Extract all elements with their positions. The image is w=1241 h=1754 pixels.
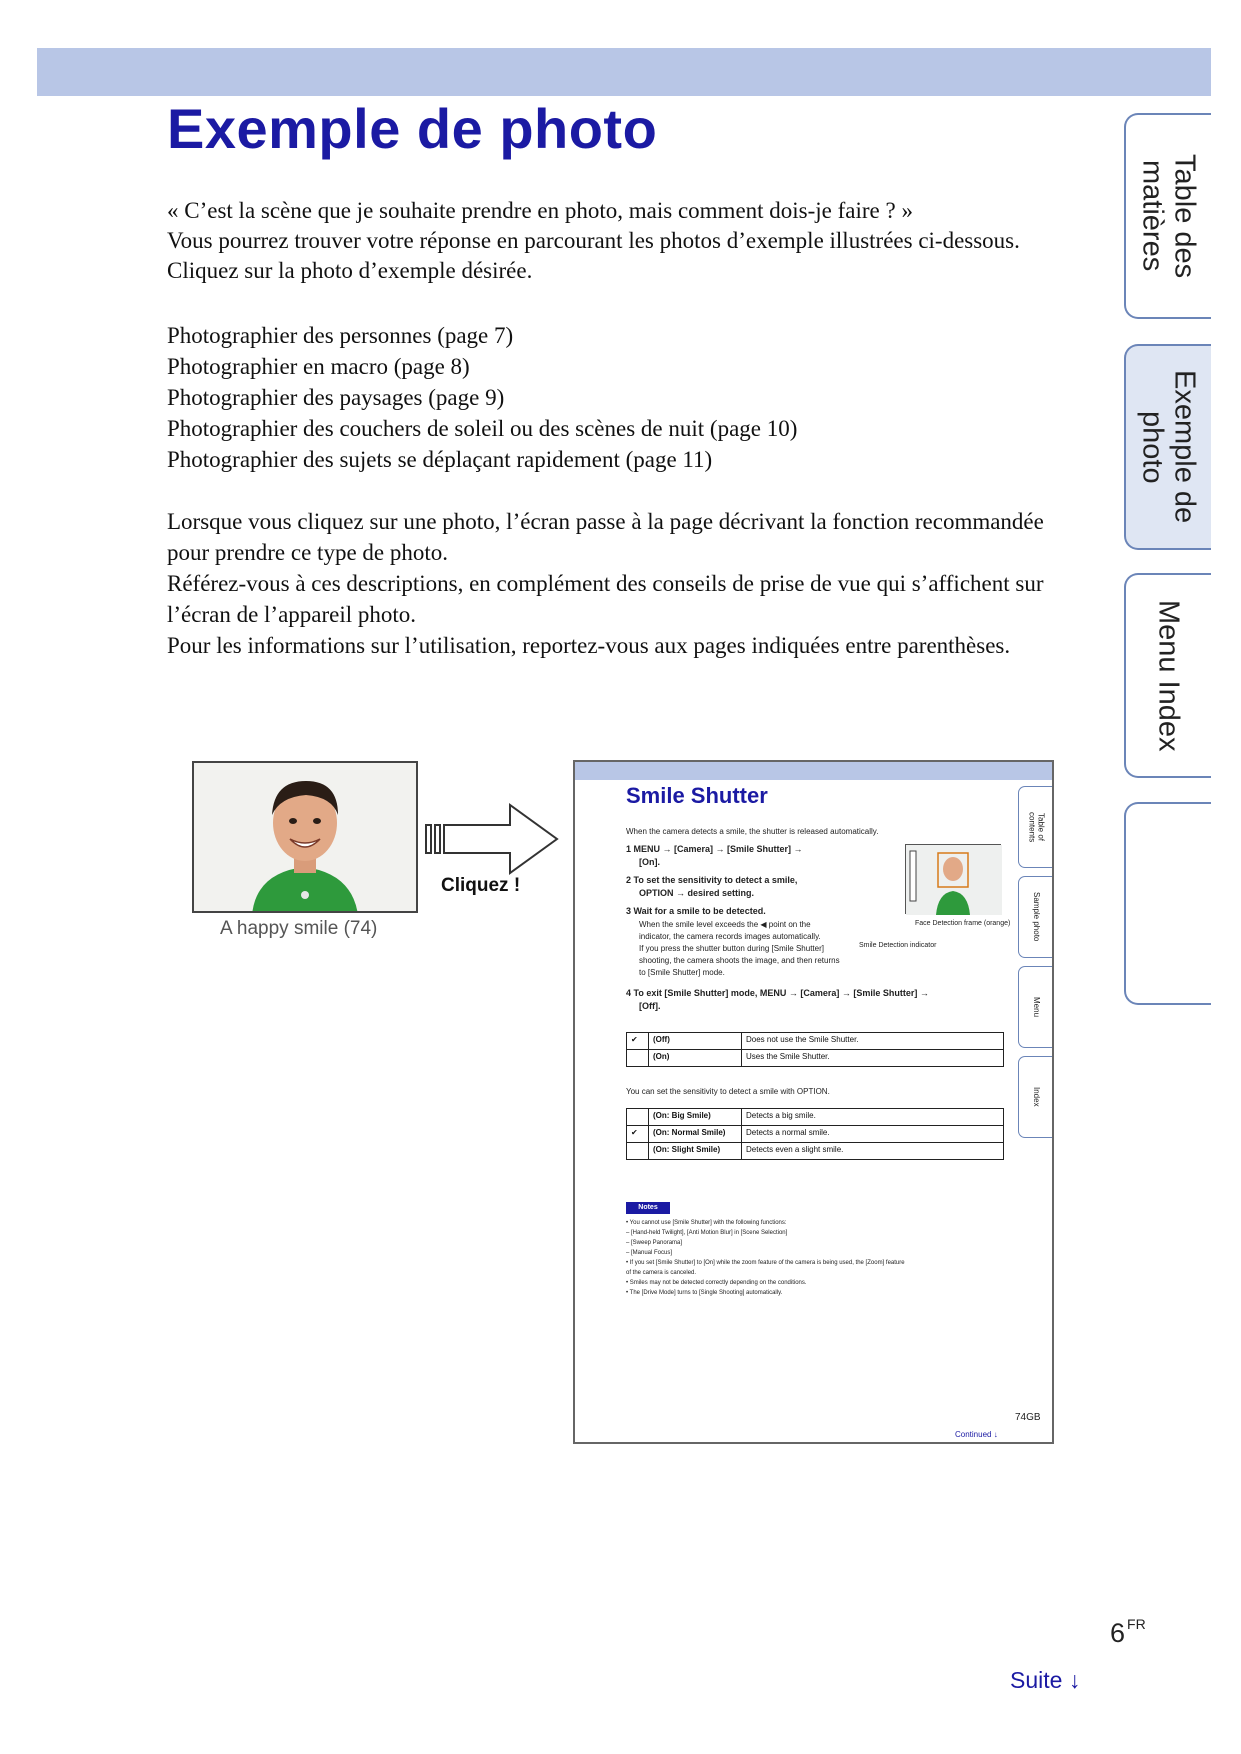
table-cell: Uses the Smile Shutter. <box>742 1050 1004 1067</box>
intro-paragraph: Vous pourrez trouver votre réponse en parcourant les photos d’exemple illustrées ci-dessous. Cliquez sur la photo d’exemple désirée. <box>167 228 1020 283</box>
thumb-sensitivity-note: You can set the sensitivity to detect a smile with OPTION. <box>626 1087 830 1096</box>
thumb-table-mode <box>626 1032 1004 1067</box>
topic-link-fast-subjects[interactable]: Photographier des sujets se déplaçant rapidement (page 11) <box>167 447 713 472</box>
intro-text <box>167 196 1047 286</box>
thumb-header-band <box>575 762 1052 780</box>
tab-menu-index-label: Menu Index <box>1152 599 1185 752</box>
table-cell: (On: Big Smile) <box>649 1109 742 1126</box>
thumb-camera-screen <box>905 844 1001 914</box>
thumb-tab-contents <box>1018 786 1054 868</box>
tab-sample-photo[interactable] <box>1124 344 1211 550</box>
photo-caption: A happy smile (74) <box>220 918 378 939</box>
thumb-intro: When the camera detects a smile, the shutter is released automatically. <box>626 827 879 836</box>
table-cell: (On: Slight Smile) <box>649 1143 742 1160</box>
tab-table-of-contents[interactable] <box>1124 113 1211 319</box>
table-cell <box>627 1109 649 1126</box>
thumb-note: – [Hand-held Twilight], [Anti Motion Blur] in [Scene Selection] <box>626 1230 788 1236</box>
description-p1: Lorsque vous cliquez sur une photo, l’écran passe à la page décrivant la fonction recommandée pour prendre ce type de photo. <box>167 509 1044 565</box>
table-row <box>627 1126 1004 1143</box>
thumb-tab-label: Table of contents <box>1027 811 1046 843</box>
sample-page-thumbnail[interactable] <box>573 760 1054 1444</box>
thumb-note: • If you set [Smile Shutter] to [On] while the zoom feature of the camera is being used, the [Zoom] feature <box>626 1260 905 1266</box>
thumb-step-4b: [Off]. <box>639 1001 661 1011</box>
thumb-step-3: 3 Wait for a smile to be detected. <box>626 906 766 916</box>
next-page-link[interactable]: Suite ↓ <box>1010 1667 1081 1693</box>
thumb-face-frame-label: Face Detection frame (orange) <box>915 920 1011 927</box>
intro-quote: « C’est la scène que je souhaite prendre en photo, mais comment dois-je faire ? » <box>167 198 913 223</box>
page-number-value: 6 <box>1110 1618 1126 1648</box>
table-cell: Detects a normal smile. <box>742 1126 1004 1143</box>
thumb-step-2: 2 To set the sensitivity to detect a smile, <box>626 875 798 885</box>
thumb-note: – [Sweep Panorama] <box>626 1240 683 1246</box>
table-cell: ✔ <box>627 1126 649 1143</box>
thumb-indicator-label: Smile Detection indicator <box>859 942 937 949</box>
thumb-step-1: 1 MENU → [Camera] → [Smile Shutter] → <box>626 844 803 854</box>
thumb-table-sensitivity <box>626 1108 1004 1160</box>
thumb-tab-sample <box>1018 876 1054 958</box>
tab-index[interactable] <box>1124 802 1211 1005</box>
camera-screen-illustration <box>906 845 1002 915</box>
thumb-step-3-detail: indicator, the camera records images automatically. <box>639 932 821 941</box>
thumb-tab-label: Index <box>1032 1087 1041 1107</box>
table-cell: Does not use the Smile Shutter. <box>742 1033 1004 1050</box>
thumb-tab-index <box>1018 1056 1054 1138</box>
thumb-step-4: 4 To exit [Smile Shutter] mode, MENU → [Camera] → [Smile Shutter] → <box>626 988 929 998</box>
page-number <box>1110 1618 1146 1649</box>
table-cell: Detects even a slight smile. <box>742 1143 1004 1160</box>
boy-smiling-illustration <box>194 763 418 913</box>
description-p2: Référez-vous à ces descriptions, en complément des conseils de prise de vue qui s’affichent sur l’écran de l’appareil photo. <box>167 571 1044 627</box>
thumb-tab-label: Sample photo <box>1032 892 1041 942</box>
topic-link-list <box>167 320 1067 475</box>
thumb-page-number: 74GB <box>1015 1412 1041 1423</box>
topic-link-sunsets-night[interactable]: Photographier des couchers de soleil ou des scènes de nuit (page 10) <box>167 416 798 441</box>
description-text <box>167 506 1067 661</box>
thumb-step-3-detail: If you press the shutter button during [Smile Shutter] <box>639 944 824 953</box>
table-cell: (Off) <box>649 1033 742 1050</box>
table-cell: (On: Normal Smile) <box>649 1126 742 1143</box>
page-number-suffix: FR <box>1127 1616 1146 1632</box>
thumb-step-3-detail: shooting, the camera shoots the image, and then returns <box>639 956 840 965</box>
table-cell <box>627 1050 649 1067</box>
thumb-step-2b: OPTION → desired setting. <box>639 888 755 898</box>
table-row <box>627 1033 1004 1050</box>
topic-link-landscapes[interactable]: Photographier des paysages (page 9) <box>167 385 505 410</box>
click-prompt: Cliquez ! <box>441 875 521 896</box>
thumb-continued: Continued ↓ <box>955 1430 998 1439</box>
thumb-tab-menu <box>1018 966 1054 1048</box>
table-cell: ✔ <box>627 1033 649 1050</box>
description-p3: Pour les informations sur l’utilisation, reportez-vous aux pages indiquées entre parenthèses. <box>167 633 1011 658</box>
table-cell: Detects a big smile. <box>742 1109 1004 1126</box>
sample-photo-smile[interactable] <box>192 761 418 913</box>
thumb-step-3-detail: When the smile level exceeds the ◀ point on the <box>639 920 811 929</box>
thumb-tab-label: Menu <box>1032 996 1041 1017</box>
arrow-right-icon <box>425 803 560 875</box>
header-band <box>37 48 1211 96</box>
thumb-step-3-detail: to [Smile Shutter] mode. <box>639 968 725 977</box>
page-title: Exemple de photo <box>167 97 658 160</box>
topic-link-portraits[interactable]: Photographier des personnes (page 7) <box>167 323 514 348</box>
table-cell <box>627 1143 649 1160</box>
table-row <box>627 1050 1004 1067</box>
thumb-title: Smile Shutter <box>626 783 768 808</box>
table-cell: (On) <box>649 1050 742 1067</box>
table-row <box>627 1143 1004 1160</box>
topic-link-macro[interactable]: Photographier en macro (page 8) <box>167 354 470 379</box>
thumb-note: – [Manual Focus] <box>626 1250 673 1256</box>
tab-table-of-contents-label: Table des matières <box>1136 153 1201 279</box>
thumb-note: • You cannot use [Smile Shutter] with the following functions: <box>626 1220 787 1226</box>
thumb-notes-badge: Notes <box>626 1202 670 1214</box>
thumb-note: • Smiles may not be detected correctly depending on the conditions. <box>626 1280 807 1286</box>
thumb-note: of the camera is canceled. <box>626 1270 697 1276</box>
table-row <box>627 1109 1004 1126</box>
thumb-note: • The [Drive Mode] turns to [Single Shooting] automatically. <box>626 1290 783 1296</box>
thumb-step-1b: [On]. <box>639 857 660 867</box>
tab-sample-photo-label: Exemple de photo <box>1136 370 1201 524</box>
tab-menu-index[interactable] <box>1124 573 1211 778</box>
